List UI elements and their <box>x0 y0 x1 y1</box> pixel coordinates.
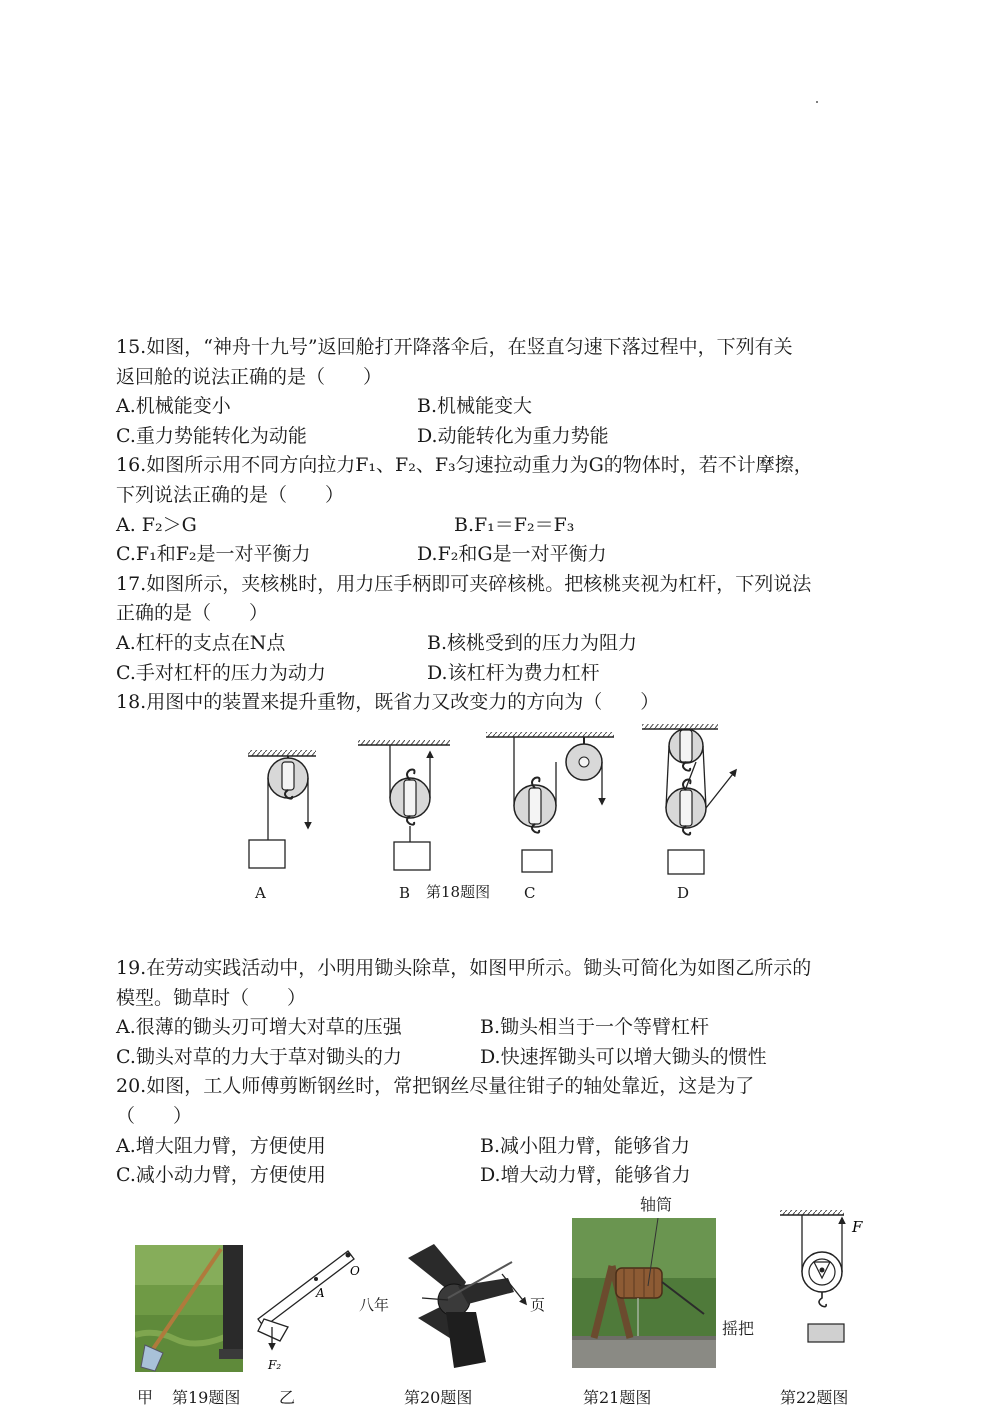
pulley-d <box>642 724 736 874</box>
q15-stem-line2: 返回舱的说法正确的是（ ） <box>116 366 383 388</box>
fig22-caption: 第22题图 <box>780 1388 849 1407</box>
q15-stem-line1: 15.如图，“神舟十九号”返回舱打开降落伞后，在竖直匀速下落过程中，下列有关 <box>116 336 793 358</box>
fig19-caption: 第19题图 <box>172 1388 241 1407</box>
fig18-caption: 第18题图 <box>426 883 491 901</box>
fig19-jia-label: 甲 <box>137 1388 154 1407</box>
fig19-label-f2: F₂ <box>268 1358 282 1372</box>
fig18-label-a: A <box>255 884 266 902</box>
q19-option-d: D.快速挥锄头可以增大锄头的惯性 <box>480 1046 767 1068</box>
q17-stem-line1: 17.如图所示，夹核桃时，用力压手柄即可夹碎核桃。把核桃夹视为杠杆，下列说法 <box>116 573 812 595</box>
q20-stem-line2: （ ） <box>116 1105 193 1127</box>
q16-stem-line1: 16.如图所示用不同方向拉力F₁、F₂、F₃匀速拉动重力为G的物体时，若不计摩擦， <box>116 454 813 476</box>
fig21-side-label: 摇把 <box>722 1319 755 1338</box>
q16-option-d: D.F₂和G是一对平衡力 <box>417 543 607 565</box>
q19-option-b: B.锄头相当于一个等臂杠杆 <box>480 1016 710 1038</box>
fig18-label-d: D <box>677 884 690 902</box>
q15-option-d: D.动能转化为重力势能 <box>417 425 609 447</box>
figure-19-yi-lever <box>254 1245 364 1380</box>
q17-option-b: B.核桃受到的压力为阻力 <box>427 632 638 654</box>
q18-stem-line1: 18.用图中的装置来提升重物，既省力又改变力的方向为（ ） <box>116 691 660 713</box>
q16-stem-line2: 下列说法正确的是（ ） <box>116 484 345 506</box>
fig21-top-label: 轴筒 <box>640 1195 673 1214</box>
q19-option-a: A.很薄的锄头刃可增大对草的压强 <box>116 1016 402 1038</box>
figure-18-pulleys <box>240 722 750 880</box>
fig18-label-c: C <box>524 884 536 902</box>
fig21-caption: 第21题图 <box>583 1388 652 1407</box>
scan-speck <box>816 101 818 103</box>
fig22-force-label: F <box>852 1218 863 1236</box>
q17-option-a: A.杠杆的支点在N点 <box>116 632 286 654</box>
q20-option-c: C.减小动力臂，方便使用 <box>116 1164 326 1186</box>
fig20-left-label: 八年 <box>359 1296 390 1314</box>
q15-option-c: C.重力势能转化为动能 <box>116 425 307 447</box>
q20-stem-line1: 20.如图，工人师傅剪断钢丝时，常把钢丝尽量往钳子的轴处靠近，这是为了 <box>116 1075 755 1097</box>
q15-option-b: B.机械能变大 <box>417 395 533 417</box>
pulley-c <box>486 732 614 872</box>
q19-stem-line1: 19.在劳动实践活动中，小明用锄头除草，如图甲所示。锄头可简化为如图乙所示的 <box>116 957 812 979</box>
q17-option-d: D.该杠杆为费力杠杆 <box>427 662 600 684</box>
figure-22-pulley <box>770 1206 874 1346</box>
pulley-a <box>248 750 316 868</box>
figure-19-jia-photo <box>135 1245 243 1372</box>
q20-option-a: A.增大阻力臂，方便使用 <box>116 1135 326 1157</box>
fig19-label-o: O <box>350 1264 360 1278</box>
pulley-b <box>358 740 450 870</box>
q19-option-c: C.锄头对草的力大于草对锄头的力 <box>116 1046 402 1068</box>
fig19-label-a: A <box>316 1286 325 1300</box>
q15-option-a: A.机械能变小 <box>116 395 231 417</box>
q16-option-c: C.F₁和F₂是一对平衡力 <box>116 543 311 565</box>
q16-option-b: B.F₁＝F₂＝F₃ <box>454 514 575 536</box>
q16-option-a: A. F₂＞G <box>116 514 197 536</box>
q20-option-b: B.减小阻力臂，能够省力 <box>480 1135 691 1157</box>
q20-option-d: D.增大动力臂，能够省力 <box>480 1164 691 1186</box>
fig20-right-label: 页 <box>530 1296 546 1314</box>
fig20-caption: 第20题图 <box>404 1388 473 1407</box>
figure-21-windlass-photo <box>572 1218 716 1368</box>
q19-stem-line2: 模型。锄草时（ ） <box>116 987 307 1009</box>
q17-stem-line2: 正确的是（ ） <box>116 602 269 624</box>
figure-20-pliers <box>388 1238 548 1378</box>
q17-option-c: C.手对杠杆的压力为动力 <box>116 662 326 684</box>
fig19-yi-label: 乙 <box>279 1388 296 1407</box>
fig18-label-b: B <box>399 884 411 902</box>
